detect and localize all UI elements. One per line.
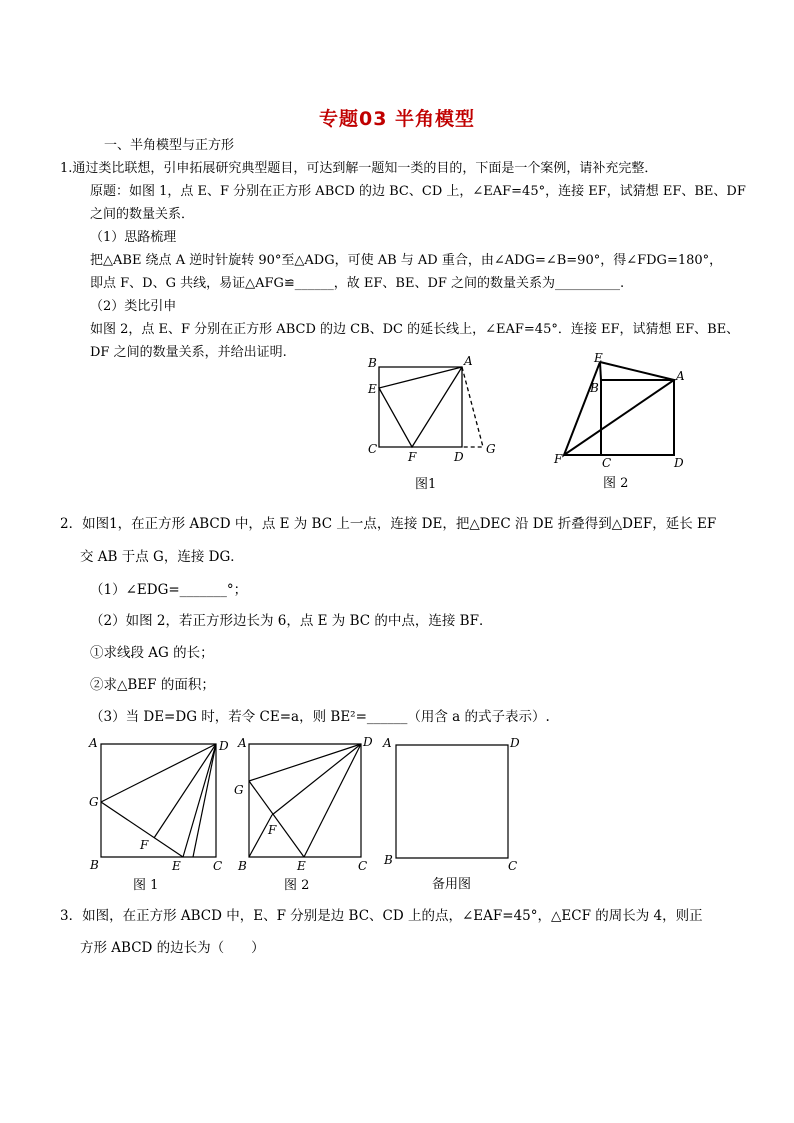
problem2-line1: 2．如图1，在正方形 ABCD 中，点 E 为 BC 上一点，连接 DE，把△DEC 沿 DE 折叠得到△DEF，延长 EF [60, 516, 717, 532]
problem2-figure3 [380, 733, 530, 873]
p2-fig2-label-A: A [238, 736, 247, 750]
p2-fig1-label-D: D [219, 739, 229, 753]
fig2-square [601, 380, 674, 455]
fig1-rotated-triangle [462, 367, 483, 447]
problem1-figure1 [360, 355, 510, 465]
fig1-triangle-AEF [379, 367, 462, 447]
problem2-fig2-caption: 图 2 [284, 878, 310, 893]
problem1-part2-line1: 如图 2，点 E、F 分别在正方形 ABCD 的边 CB、DC 的延长线上，∠EAF=45°．连接 EF，试猜想 EF、BE、 [90, 322, 740, 337]
p2-fig1-label-A: A [89, 736, 98, 750]
fig2-label-B: B [590, 381, 599, 395]
problem3-line2: 方形 ABCD 的边长为（ ） [80, 940, 265, 956]
fig1-label-E: E [368, 382, 377, 396]
problem1-part1-line1: 把△ABE 绕点 A 逆时针旋转 90°至△ADG，可使 AB 与 AD 重合，由∠ADG=∠B=90°，得∠FDG=180°， [90, 253, 723, 268]
problem1-part2-heading: （2）类比引申 [90, 299, 177, 314]
p2-fig2-label-C: C [358, 859, 368, 873]
p2-fig3-label-C: C [508, 859, 518, 873]
fig1-label-G: G [486, 442, 496, 456]
section-heading: 一、半角模型与正方形 [104, 138, 235, 153]
problem2-fig3-caption: 备用图 [432, 877, 472, 892]
p2-fig2-label-F: F [268, 823, 277, 837]
problem1-intro: 1.通过类比联想，引申拓展研究典型题目，可达到解一题知一类的目的，下面是一个案例，请补充完整． [60, 161, 658, 176]
problem2-figure2 [232, 733, 382, 873]
p2-fig2-square [249, 744, 361, 857]
problem2-q2: （2）如图 2，若正方形边长为 6，点 E 为 BC 的中点，连接 BF． [90, 613, 493, 629]
problem1-fig2-caption: 图 2 [603, 476, 629, 491]
p2-fig1-DE [183, 744, 216, 857]
problem1-part1-line2: 即点 F、D、G 共线，易证△AFG≌______，故 EF、BE、DF 之间的数量关系为__________. [90, 276, 625, 291]
p2-fig2-GE [249, 781, 304, 857]
fig1-label-D: D [454, 450, 464, 464]
problem2-q2b: ②求△BEF 的面积； [90, 677, 215, 693]
problem1-part1-heading: （1）思路梳理 [90, 230, 177, 245]
p2-fig3-label-A: A [383, 736, 392, 750]
problem2-q1: （1）∠EDG=_______°； [90, 582, 248, 598]
p2-fig1-label-C: C [213, 859, 223, 873]
problem1-figure2 [550, 350, 700, 470]
p2-fig1-label-B: B [90, 858, 99, 872]
problem1-original-line1: 原题：如图 1，点 E、F 分别在正方形 ABCD 的边 BC、CD 上，∠EAF=45°，连接 EF，试猜想 EF、BE、DF [90, 184, 746, 199]
p2-fig1-DG [101, 744, 216, 802]
fig2-label-D: D [674, 456, 684, 470]
problem1-fig1-caption: 图1 [415, 477, 437, 492]
p2-fig2-label-G: G [234, 783, 244, 797]
fig1-label-C: C [368, 442, 378, 456]
fig1-label-F: F [408, 450, 417, 464]
problem1-original-line2: 之间的数量关系． [90, 207, 195, 222]
p2-fig1-label-F: F [140, 838, 149, 852]
p2-fig2-DF [272, 744, 361, 815]
p2-fig1-label-G: G [89, 795, 99, 809]
problem2-q3: （3）当 DE=DG 时，若令 CE=a，则 BE²=______（用含 a 的式子表示）. [90, 709, 550, 725]
problem2-line2: 交 AB 于点 G，连接 DG． [80, 549, 244, 565]
p2-fig2-label-E: E [297, 859, 306, 873]
problem1-part2-line2: DF 之间的数量关系，并给出证明. [90, 345, 287, 360]
fig2-label-C: C [602, 456, 612, 470]
fig1-label-A: A [464, 354, 473, 368]
p2-fig3-label-B: B [384, 853, 393, 867]
problem2-fig1-caption: 图 1 [133, 878, 159, 893]
fig1-label-B: B [368, 356, 377, 370]
p2-fig1-label-E: E [172, 859, 181, 873]
fig1-square [379, 367, 462, 447]
page-title: 专题03 半角模型 [318, 108, 476, 130]
problem2-q2a: ①求线段 AG 的长； [90, 645, 214, 661]
p2-fig2-DG [249, 744, 361, 781]
p2-fig3-square [396, 745, 508, 858]
problem2-figure1 [86, 733, 236, 873]
p2-fig2-DE [304, 744, 361, 857]
fig2-label-F: F [554, 452, 563, 466]
problem3-line1: 3．如图，在正方形 ABCD 中，E、F 分别是边 BC、CD 上的点，∠EAF=45°，△ECF 的周长为 4，则正 [60, 908, 703, 924]
fig2-label-A: A [676, 369, 685, 383]
p2-fig2-label-B: B [238, 859, 247, 873]
fig2-triangle-AEF [564, 362, 674, 455]
p2-fig3-label-D: D [510, 736, 520, 750]
fig2-label-E: E [594, 351, 603, 365]
p2-fig2-label-D: D [363, 735, 373, 749]
